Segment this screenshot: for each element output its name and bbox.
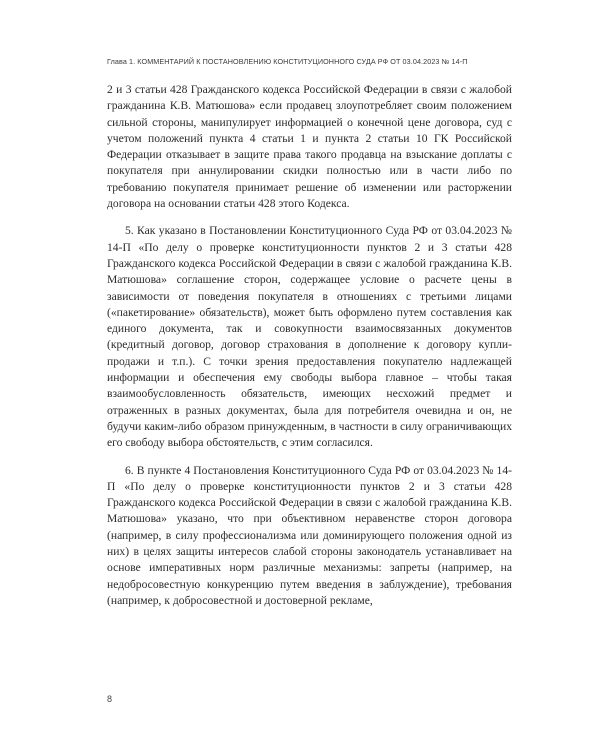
paragraph-6: 6. В пункте 4 Постановления Конституционного Суда РФ от 03.04.2023 № 14-П «По делу о проверке конституционности пунктов 2 и 3 статьи 428 Гражданского кодекса Российской Федерации в связи с жалобой гражданина К.В. Матюшова» указано, что при объективном неравенстве сторон договора (например, в силу профессионализма или доминирующего положения одной из них) в целях защиты интересов слабой стороны законодатель устанавливает на основе императивных норм различные механизмы: запреты (например, на недобросовестную конкуренцию путем введения в заблуждение), требования (например, к добросовестной и достоверной рекламе, <box>107 463 512 607</box>
running-head: Глава 1. КОММЕНТАРИЙ К ПОСТАНОВЛЕНИЮ КОНСТИТУЦИОННОГО СУДА РФ ОТ 03.04.2023 № 14-П <box>107 57 468 66</box>
body-text <box>107 82 512 609</box>
paragraph-continuation: 2 и 3 статьи 428 Гражданского кодекса Российской Федерации в связи с жалобой гражданина К.В. Матюшова» если продавец злоупотребляет своим положением сильной стороны, манипулирует информацией о конечной цене договора, суд с учетом положений пункта 4 статьи 1 и пункта 2 статьи 10 ГК Российской Федерации отказывает в защите права такого продавца на взыскание доплаты с покупателя при аннулировании скидки полностью или в части либо по требованию покупателя принимает решение об изменении или расторжении договора на основании статьи 428 этого Кодекса. <box>107 83 512 211</box>
paragraph-5: 5. Как указано в Постановлении Конституционного Суда РФ от 03.04.2023 № 14-П «По делу о проверке конституционности пунктов 2 и 3 статьи 428 Гражданского кодекса Российской Федерации в связи с жалобой гражданина К.В. Матюшова» соглашение сторон, содержащее условие о расчете цены в зависимости от поведения покупателя в отношениях с третьими лицами («пакетирование» обязательств), может быть оформлено путем составления как единого документа, так и совокупности взаимосвязанных документов (кредитный договор, договор страхования в дополнение к договору купли-продажи и т.п.). С точки зрения предоставления покупателю надлежащей информации и обеспечения ему свободы выбора главное – чтобы такая взаимообусловленность обязательств, имеющих несхожий предмет и отраженных в разных документах, была для потребителя очевидна и он, не будучи каким-либо образом принужденным, в частности в силу ограничивающих его свободу выбора обстоятельств, с этим согласился. <box>107 224 512 450</box>
page-number: 8 <box>107 694 113 704</box>
